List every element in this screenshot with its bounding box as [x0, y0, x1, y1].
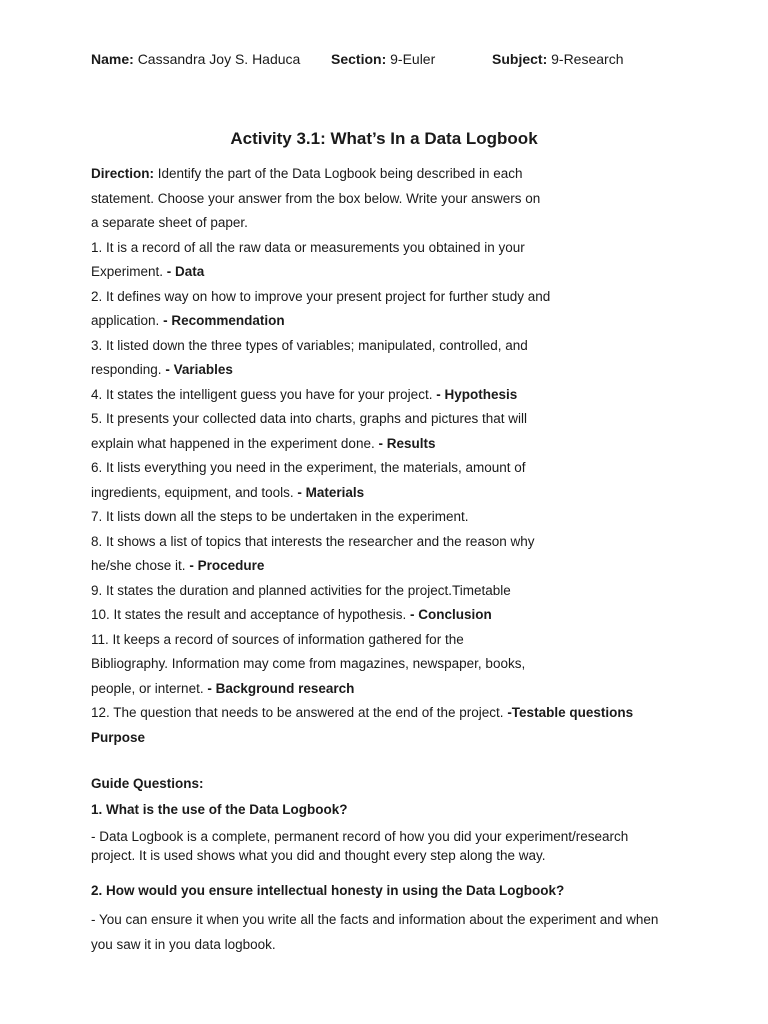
direction-text: Identify the part of the Data Logbook being described in each — [157, 166, 523, 181]
item-text: 11. It keeps a record of sources of information gathered for the — [91, 631, 464, 647]
name-value: Cassandra Joy S. Haduca — [137, 51, 301, 67]
item-text-tail: responding. — [91, 362, 162, 377]
guide-question-1: 1. What is the use of the Data Logbook? — [91, 802, 348, 817]
direction-line: statement. Choose your answer from the box below. Write your answers on — [91, 190, 541, 206]
item-text — [91, 603, 691, 628]
item-text: 1. It is a record of all the raw data or measurements you obtained in your — [91, 239, 525, 255]
activity-body — [91, 162, 691, 750]
item-answer: - Recommendation — [163, 313, 285, 328]
answer-line: - Data Logbook is a complete, permanent record of how you did your experiment/research — [91, 829, 629, 844]
item-text — [91, 677, 691, 702]
item-answer: - Variables — [165, 362, 233, 377]
item-answer: - Results — [378, 435, 436, 451]
section-label: Section: — [331, 51, 387, 67]
item-text: 3. It listed down the three types of variables; manipulated, controlled, and — [91, 337, 528, 353]
item-text — [91, 383, 691, 408]
item-text — [91, 432, 691, 457]
subject-label: Subject: — [492, 51, 548, 67]
item-text-tail: he/she chose it. — [91, 558, 186, 573]
item-text — [91, 309, 691, 334]
item-text — [91, 481, 691, 506]
item-text: 9. It states the duration and planned activities for the project.Timetable — [91, 582, 511, 598]
item-text-tail: application. — [91, 313, 160, 328]
item-text — [91, 554, 691, 579]
activity-title: Activity 3.1: What’s In a Data Logbook — [230, 129, 538, 148]
section-field — [331, 51, 435, 67]
answer-line: project. It is used shows what you did and thought every step along the way. — [91, 848, 546, 863]
item-text: 8. It shows a list of topics that interests the researcher and the reason why — [91, 533, 535, 549]
guide-question-2: 2. How would you ensure intellectual honesty in using the Data Logbook? — [91, 883, 565, 898]
item-text: 7. It lists down all the steps to be undertaken in the experiment. — [91, 509, 469, 524]
item-text-tail: ingredients, equipment, and tools. — [91, 484, 294, 500]
direction-label: Direction: — [91, 166, 155, 181]
item-text-tail: explain what happened in the experiment done. — [91, 435, 375, 451]
item-text-tail: 10. It states the result and acceptance of hypothesis. — [91, 607, 407, 622]
item-answer: - Data — [166, 264, 205, 279]
item-text — [91, 358, 691, 383]
item-answer: -Testable questions — [507, 705, 634, 720]
item-text-tail: 12. The question that needs to be answered at the end of the project. — [91, 705, 504, 720]
name-label: Name: — [91, 51, 134, 67]
item-text — [91, 260, 691, 285]
item-text-tail: Experiment. — [91, 264, 164, 279]
item-text — [91, 701, 691, 726]
guide-questions-heading: Guide Questions: — [91, 776, 204, 791]
item-text-tail: 4. It states the intelligent guess you have for your project. — [91, 386, 433, 402]
item-answer: - Hypothesis — [436, 386, 518, 402]
answer-line: - You can ensure it when you write all the facts and information about the experiment and when — [91, 912, 659, 927]
subject-value: 9-Research — [551, 51, 624, 67]
item-text-tail: people, or internet. — [91, 680, 204, 696]
direction-line — [91, 162, 691, 187]
answer-line: you saw it in you data logbook. — [91, 937, 276, 952]
item-answer: - Conclusion — [409, 607, 492, 622]
section-value: 9-Euler — [390, 51, 436, 67]
student-info-header — [91, 51, 691, 71]
item-answer: - Procedure — [189, 558, 265, 573]
item-answer-extra: Purpose — [91, 729, 146, 745]
subject-field — [492, 51, 624, 67]
item-answer: - Background research — [207, 680, 355, 696]
direction-line: a separate sheet of paper. — [91, 215, 248, 230]
name-field — [91, 51, 300, 67]
item-text: Bibliography. Information may come from magazines, newspaper, books, — [91, 656, 526, 671]
guide-answer-2 — [91, 907, 691, 957]
item-text: 5. It presents your collected data into charts, graphs and pictures that will — [91, 411, 527, 426]
guide-answer-1 — [91, 827, 691, 865]
item-answer: - Materials — [297, 484, 365, 500]
item-text: 6. It lists everything you need in the experiment, the materials, amount of — [91, 460, 526, 475]
item-text: 2. It defines way on how to improve your present project for further study and — [91, 288, 551, 304]
